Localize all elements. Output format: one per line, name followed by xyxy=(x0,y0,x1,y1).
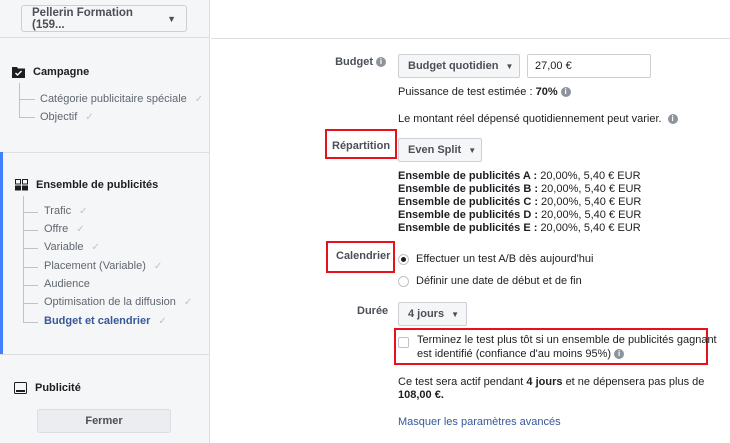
header-divider xyxy=(211,38,730,39)
sidebar-item-special-ad-category[interactable] xyxy=(40,93,203,105)
allocation-name: Ensemble de publicités C : xyxy=(398,196,538,208)
check-icon: ✓ xyxy=(153,260,163,272)
budget-type-dropdown[interactable] xyxy=(398,54,520,78)
sidebar-item-offer[interactable] xyxy=(44,223,85,235)
sidebar-divider xyxy=(0,152,210,153)
radio-start-today[interactable] xyxy=(398,253,593,265)
allocation-value: 20,00%, 5,40 € EUR xyxy=(540,170,641,182)
sidebar-item-audience[interactable] xyxy=(44,278,90,290)
summary-text: et ne dépensera pas plus de xyxy=(565,376,705,388)
schedule-label: Calendrier xyxy=(336,250,391,262)
duration-value: 4 jours xyxy=(408,308,445,320)
early-end-label-line1: Terminez le test plus tôt si un ensemble de publicités gagnant xyxy=(417,334,717,346)
radio-set-dates[interactable] xyxy=(398,275,582,287)
allocation-row xyxy=(398,183,641,195)
info-icon[interactable]: i xyxy=(668,114,678,124)
sidebar-item-label: Catégorie publicitaire spéciale xyxy=(40,93,187,105)
early-end-checkbox[interactable] xyxy=(398,337,409,348)
sidebar-section-adset-label: Ensemble de publicités xyxy=(36,179,159,191)
radio-start-today-label: Effectuer un test A/B dès aujourd'hui xyxy=(416,253,594,265)
grid-icon xyxy=(15,179,28,191)
test-summary-line1 xyxy=(398,376,704,388)
allocation-name: Ensemble de publicités B : xyxy=(398,183,538,195)
tree-branch xyxy=(19,117,35,118)
account-header xyxy=(0,0,210,38)
sidebar-item-label: Optimisation de la diffusion xyxy=(44,296,176,308)
budget-amount-input[interactable]: 27,00 € xyxy=(527,54,651,78)
check-icon: ✓ xyxy=(194,93,204,105)
early-end-label-line2 xyxy=(417,348,624,360)
account-selector[interactable] xyxy=(21,5,187,32)
account-selector-label: Pellerin Formation (159... xyxy=(32,6,133,31)
allocation-name: Ensemble de publicités D : xyxy=(398,209,538,221)
sidebar xyxy=(0,0,210,443)
sidebar-item-traffic[interactable] xyxy=(44,205,87,217)
tree-branch xyxy=(23,322,38,323)
tree-branch xyxy=(23,230,38,231)
info-icon[interactable]: i xyxy=(561,87,571,97)
tree-branch xyxy=(23,212,38,213)
early-end-label-text: est identifié (confiance d'au moins 95%) xyxy=(417,348,612,360)
radio-button[interactable] xyxy=(398,254,409,265)
distribution-value: Even Split xyxy=(408,144,462,156)
caret-down-icon: ▼ xyxy=(468,145,477,155)
allocation-row xyxy=(398,170,641,182)
tree-line xyxy=(19,83,20,118)
summary-days: 4 jours xyxy=(526,376,563,388)
caret-down-icon: ▼ xyxy=(167,13,176,24)
check-icon: ✓ xyxy=(183,296,193,308)
duration-label: Durée xyxy=(357,305,389,317)
allocation-name: Ensemble de publicités A : xyxy=(398,170,538,182)
budget-type-value: Budget quotidien xyxy=(408,60,499,72)
sidebar-item-label: Budget et calendrier xyxy=(44,315,151,327)
sidebar-item-label: Trafic xyxy=(44,205,72,217)
summary-text: Ce test sera actif pendant xyxy=(398,376,524,388)
radio-button[interactable] xyxy=(398,276,409,287)
hide-advanced-settings-link[interactable]: Masquer les paramètres avancés xyxy=(398,416,561,428)
sidebar-section-ad[interactable] xyxy=(14,382,81,394)
budget-note-text: Le montant réel dépensé quotidiennement peut varier. xyxy=(398,113,662,125)
allocation-row xyxy=(398,222,641,234)
check-icon: ✓ xyxy=(158,315,167,327)
check-icon: ✓ xyxy=(76,223,85,235)
sidebar-section-campaign-label: Campagne xyxy=(33,66,90,78)
budget-label-text: Budget xyxy=(335,56,373,68)
test-summary-line2 xyxy=(398,389,444,401)
allocation-row xyxy=(398,196,641,208)
duration-dropdown[interactable] xyxy=(398,302,467,326)
tree-branch xyxy=(19,99,35,100)
allocation-value: 20,00%, 5,40 € EUR xyxy=(540,222,641,234)
allocation-value: 20,00%, 5,40 € EUR xyxy=(541,209,642,221)
budget-note xyxy=(398,113,678,125)
close-button[interactable]: Fermer xyxy=(37,409,171,433)
sidebar-item-label: Variable xyxy=(44,241,84,253)
tree-branch xyxy=(23,248,38,249)
sidebar-item-budget-schedule[interactable] xyxy=(44,315,167,327)
summary-end: . xyxy=(440,389,444,401)
radio-set-dates-label: Définir une date de début et de fin xyxy=(416,275,582,287)
test-power-text xyxy=(398,86,571,98)
summary-amount: 108,00 € xyxy=(398,389,441,401)
sidebar-divider xyxy=(0,354,210,355)
sidebar-section-adset[interactable] xyxy=(15,179,158,191)
allocation-value: 20,00%, 5,40 € EUR xyxy=(541,196,642,208)
ad-icon xyxy=(14,382,27,394)
check-icon: ✓ xyxy=(91,241,100,253)
sidebar-section-campaign[interactable] xyxy=(12,66,89,78)
check-icon: ✓ xyxy=(85,111,94,123)
distribution-label: Répartition xyxy=(332,140,391,152)
sidebar-item-label: Placement (Variable) xyxy=(44,260,146,272)
sidebar-item-label: Offre xyxy=(44,223,69,235)
sidebar-item-objective[interactable] xyxy=(40,111,94,123)
active-section-indicator xyxy=(0,152,3,354)
sidebar-section-ad-label: Publicité xyxy=(35,382,81,394)
sidebar-item-placement[interactable] xyxy=(44,260,162,272)
sidebar-item-label: Objectif xyxy=(40,111,78,123)
sidebar-item-label: Audience xyxy=(44,278,90,290)
check-icon: ✓ xyxy=(79,205,88,217)
main-panel xyxy=(211,0,730,443)
allocation-name: Ensemble de publicités E : xyxy=(398,222,538,234)
caret-down-icon: ▼ xyxy=(505,61,514,71)
tree-branch xyxy=(23,285,38,286)
folder-check-icon xyxy=(12,66,25,78)
allocation-row xyxy=(398,209,641,221)
test-power-value: 70% xyxy=(535,86,558,98)
tree-branch xyxy=(23,303,38,304)
allocation-value: 20,00%, 5,40 € EUR xyxy=(541,183,642,195)
distribution-dropdown[interactable] xyxy=(398,138,482,162)
budget-label xyxy=(331,56,386,68)
caret-down-icon: ▼ xyxy=(451,309,459,319)
info-icon[interactable]: i xyxy=(614,349,624,359)
sidebar-item-delivery-optimization[interactable] xyxy=(44,296,192,308)
sidebar-item-variable[interactable] xyxy=(44,241,100,253)
test-power-label: Puissance de test estimée : xyxy=(398,86,533,98)
tree-branch xyxy=(23,267,38,268)
info-icon[interactable]: i xyxy=(376,57,386,67)
